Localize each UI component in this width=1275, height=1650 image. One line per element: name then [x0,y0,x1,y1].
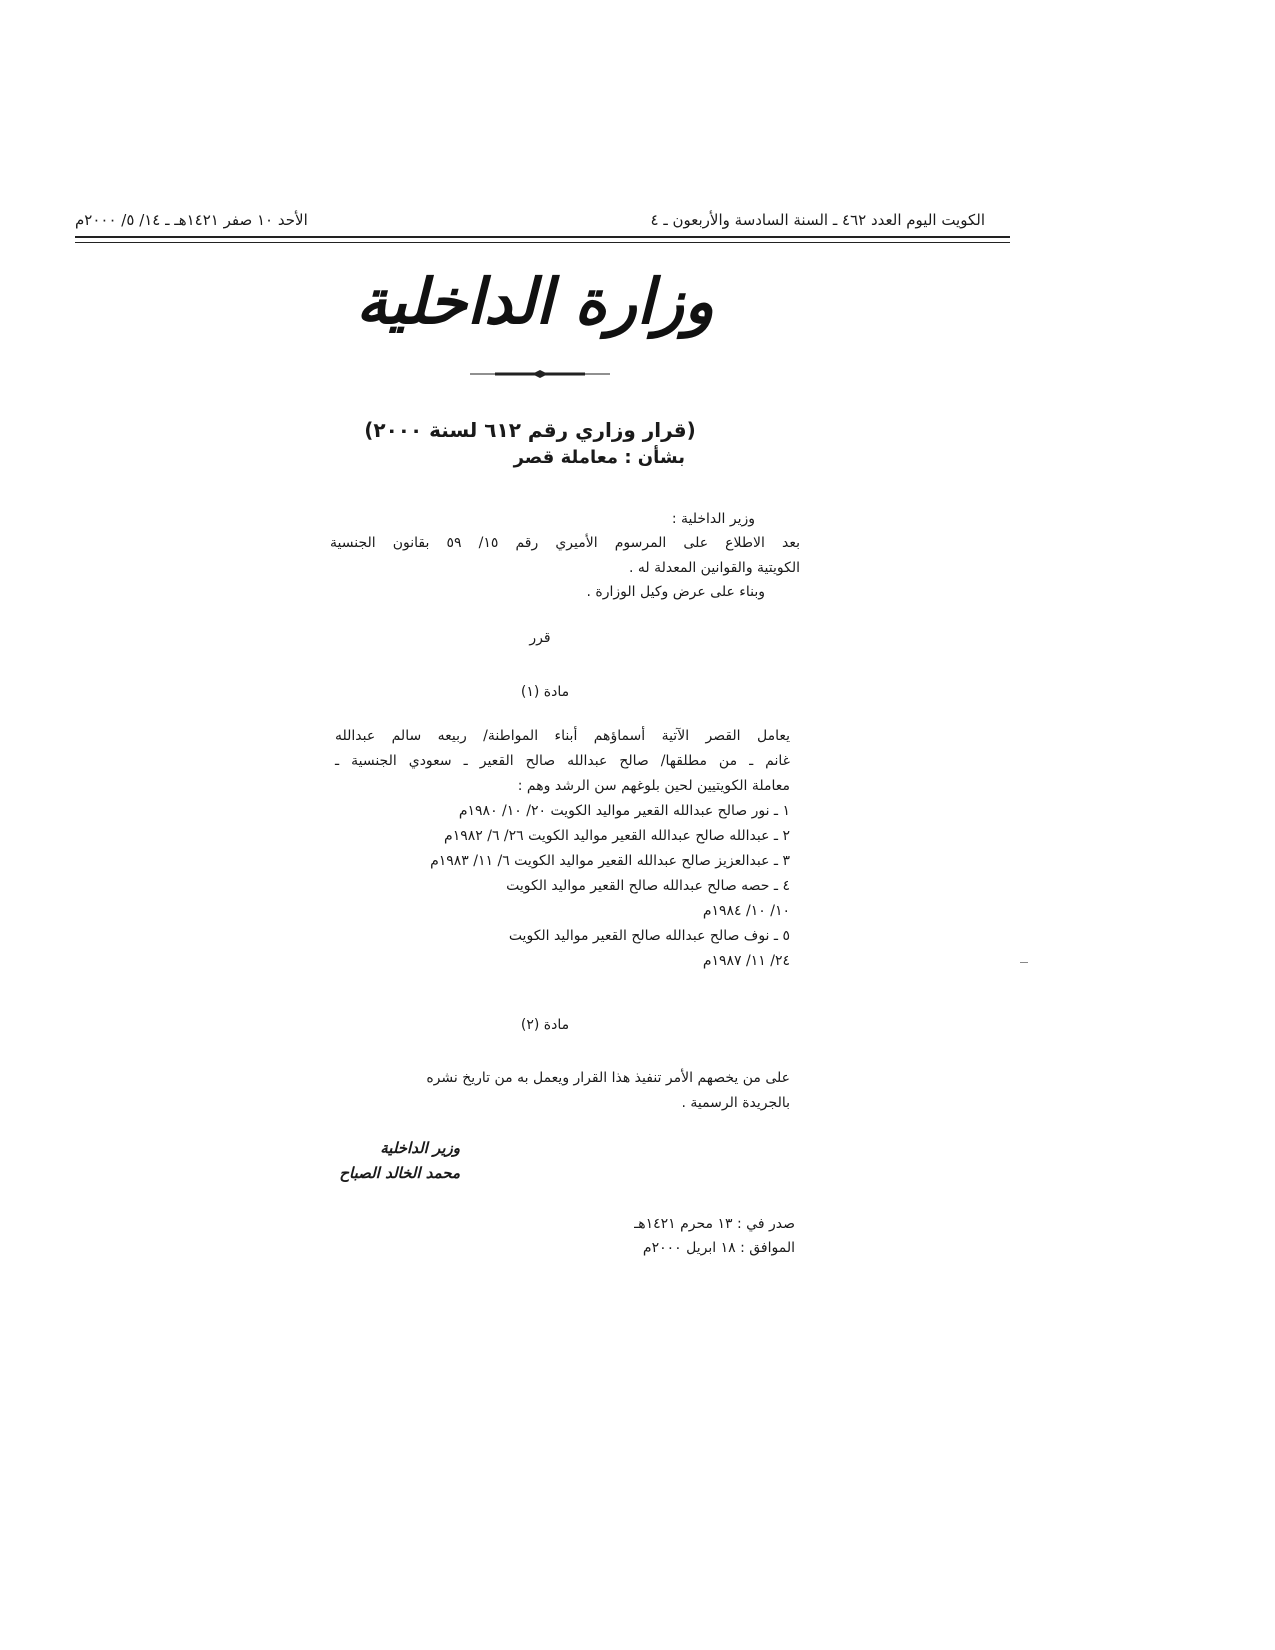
list-item-line: ٥ ـ نوف صالح عبدالله صالح القعير مواليد الكويت [508,928,790,944]
preamble-minister: وزير الداخلية : [671,511,755,527]
decided-label: قرر [529,630,551,646]
article-2-line: على من يخصهم الأمر تنفيذ هذا القرار ويعمل به من تاريخ نشره [426,1070,790,1086]
gazette-date-info: الأحد ١٠ صفر ١٤٢١هـ ـ ١٤/ ٥/ ٢٠٠٠م [75,211,308,229]
list-item [335,924,790,974]
decision-subject: بشأن : معاملة قصر [513,447,685,468]
signature-name: محمد الخالد الصباح [339,1164,460,1182]
list-item-line: ٤ ـ حصه صالح عبدالله صالح القعير مواليد الكويت [506,878,790,894]
ministry-heading: وزارة الداخلية [356,265,714,338]
article-2-text [335,1066,790,1116]
list-item [335,874,790,924]
margin-mark [1020,962,1028,963]
list-item-line: ١ ـ نور صالح عبدالله القعير مواليد الكويت ٢٠/ ١٠/ ١٩٨٠م [458,803,790,819]
article-1-text [335,724,790,799]
list-item [335,849,790,874]
list-item-line: ١٠/ ١٠/ ١٩٨٤م [702,903,790,919]
list-item [335,799,790,824]
list-item-line: ٣ ـ عبدالعزيز صالح عبدالله القعير مواليد الكويت ٦/ ١١/ ١٩٨٣م [430,853,790,869]
article-2-line: بالجريدة الرسمية . [681,1095,790,1111]
issued-date-gregorian: الموافق : ١٨ ابريل ٢٠٠٠م [642,1240,795,1256]
article-1-heading: مادة (١) [520,684,570,700]
preamble-line-3: وبناء على عرض وكيل الوزارة . [586,584,765,600]
preamble-line-1: بعد الاطلاع على المرسوم الأميري رقم ١٥/ ٥٩ بقانون الجنسية [330,535,800,551]
article-2-heading: مادة (٢) [520,1017,570,1033]
list-item-line: ٢٤/ ١١/ ١٩٨٧م [702,953,790,969]
issued-date-hijri: صدر في : ١٣ محرم ١٤٢١هـ [634,1216,795,1232]
article-1-line: يعامل القصر الآتية أسماؤهم أبناء المواطنة/ ربيعه سالم عبدالله [335,728,790,744]
article-1-line: معاملة الكويتيين لحين بلوغهم سن الرشد وهم : [517,778,790,794]
signature-title: وزير الداخلية [380,1139,460,1157]
article-1-line: غانم ـ من مطلقها/ صالح عبدالله صالح القعير ـ سعودي الجنسية ـ [335,753,790,769]
minors-list [335,799,790,974]
header-rule-thick [75,236,1010,238]
list-item [335,824,790,849]
header-rule-thin [75,242,1010,243]
decision-title: (قرار وزاري رقم ٦١٢ لسنة ٢٠٠٠) [364,418,696,442]
preamble-line-2: الكويتية والقوانين المعدلة له . [628,560,800,576]
gazette-issue-info: الكويت اليوم العدد ٤٦٢ ـ السنة السادسة والأربعون ـ ٤ [650,211,985,229]
list-item-line: ٢ ـ عبدالله صالح عبدالله القعير مواليد الكويت ٢٦/ ٦/ ١٩٨٢م [444,828,790,844]
ornament-divider [470,370,610,378]
